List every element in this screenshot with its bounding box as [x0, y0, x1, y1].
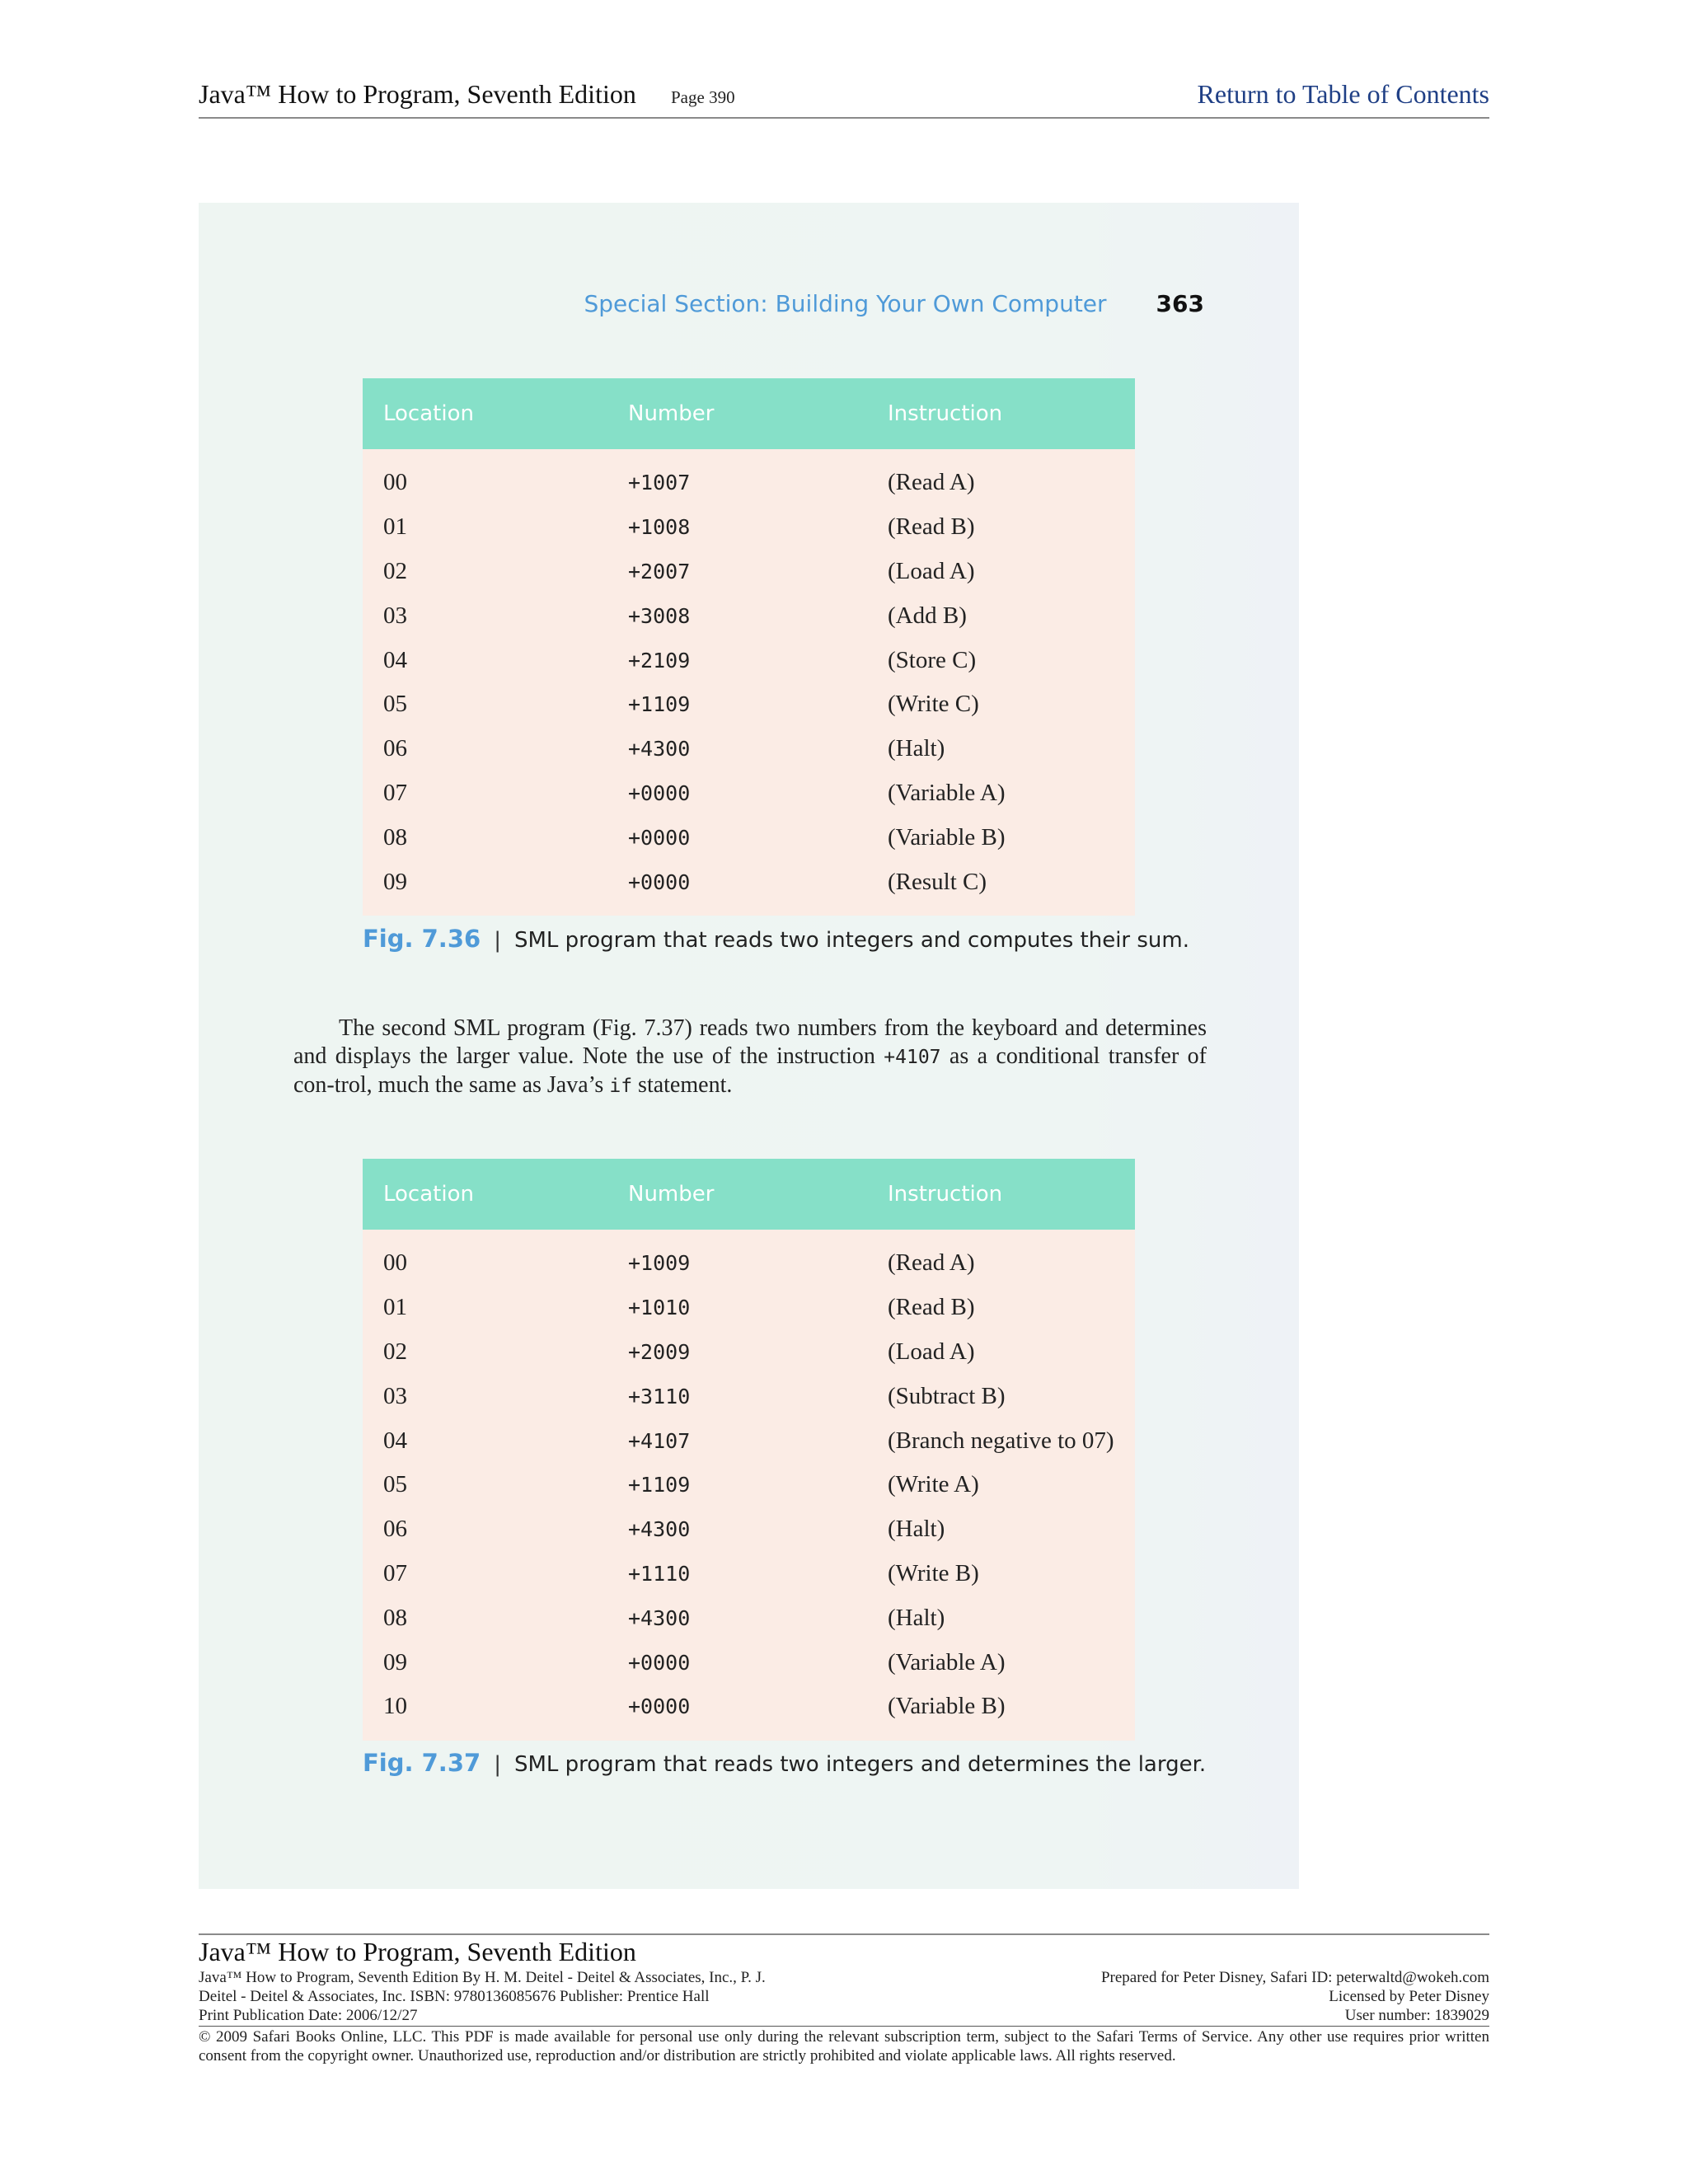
location-cell: 07 — [363, 1552, 628, 1596]
location-cell: 01 — [363, 505, 628, 550]
instruction-cell: (Write C) — [888, 682, 1135, 727]
sml-table-fig-7-37 — [363, 1159, 1135, 1741]
table-row — [363, 1463, 1135, 1507]
column-header-instruction: Instruction — [888, 378, 1135, 449]
location-cell: 08 — [363, 815, 628, 860]
table-row — [363, 682, 1135, 727]
location-cell: 04 — [363, 638, 628, 682]
number-cell: +1008 — [628, 505, 888, 550]
number-cell: +4300 — [628, 727, 888, 771]
footer-license-info — [1101, 1968, 1489, 2025]
table-row — [363, 1552, 1135, 1596]
table-row — [363, 593, 1135, 638]
instruction-cell: (Write B) — [888, 1552, 1135, 1596]
body-paragraph — [293, 1015, 1207, 1100]
table-row — [363, 1330, 1135, 1375]
table-row — [363, 860, 1135, 916]
number-cell: +4300 — [628, 1507, 888, 1552]
footer-line: Deitel - Deitel & Associates, Inc. ISBN: 9780136085676 Publisher: Prentice Hall — [199, 1988, 710, 2005]
instruction-cell: (Halt) — [888, 1507, 1135, 1552]
instruction-cell: (Add B) — [888, 593, 1135, 638]
instruction-cell: (Halt) — [888, 1596, 1135, 1640]
footer-line: Print Publication Date: 2006/12/27 — [199, 2007, 418, 2024]
location-cell: 05 — [363, 1463, 628, 1507]
table-row — [363, 449, 1135, 505]
number-cell: +4107 — [628, 1418, 888, 1463]
table-row — [363, 1640, 1135, 1685]
number-cell: +1010 — [628, 1286, 888, 1330]
code-instruction: +4107 — [884, 1047, 941, 1068]
instruction-cell: (Read A) — [888, 449, 1135, 505]
code-keyword: if — [609, 1076, 633, 1097]
table-row — [363, 550, 1135, 594]
location-cell: 00 — [363, 449, 628, 505]
instruction-cell: (Variable B) — [888, 1685, 1135, 1741]
book-page-number: 363 — [1156, 290, 1204, 317]
number-cell: +0000 — [628, 1640, 888, 1685]
footer-line: Java™ How to Program, Seventh Edition By H. M. Deitel - Deitel & Associates, Inc., P. J. — [199, 1969, 766, 1986]
number-cell: +1007 — [628, 449, 888, 505]
instruction-cell: (Load A) — [888, 550, 1135, 594]
table-row — [363, 771, 1135, 816]
number-cell: +3110 — [628, 1374, 888, 1418]
location-cell: 09 — [363, 1640, 628, 1685]
instruction-cell: (Variable A) — [888, 1640, 1135, 1685]
scanned-page — [199, 203, 1299, 1889]
footer-publication-info — [199, 1968, 766, 2025]
number-cell: +2109 — [628, 638, 888, 682]
number-cell: +2007 — [628, 550, 888, 594]
number-cell: +3008 — [628, 593, 888, 638]
number-cell: +0000 — [628, 815, 888, 860]
location-cell: 06 — [363, 1507, 628, 1552]
column-header-location: Location — [363, 1159, 628, 1230]
location-cell: 09 — [363, 860, 628, 916]
table-header-row — [363, 378, 1135, 449]
instruction-cell: (Branch negative to 07) — [888, 1418, 1135, 1463]
footer-line: Licensed by Peter Disney — [1329, 1988, 1489, 2005]
paragraph-text: The second SML program (Fig. 7.37) reads two numbers from the keyboard and determines and displays the larger value. Note the use of the instruction — [293, 1015, 1207, 1069]
paragraph-text-end: statement. — [632, 1072, 733, 1098]
column-header-number: Number — [628, 1159, 888, 1230]
number-cell: +1109 — [628, 682, 888, 727]
page-label: Page 390 — [671, 87, 735, 107]
instruction-cell: (Read B) — [888, 505, 1135, 550]
page-header — [199, 76, 1489, 119]
location-cell: 07 — [363, 771, 628, 816]
caption-separator: | — [494, 928, 501, 953]
figure-label: Fig. 7.36 — [363, 925, 481, 953]
footer-line: User number: 1839029 — [1344, 2007, 1489, 2024]
footer-divider — [199, 2026, 1489, 2027]
location-cell: 02 — [363, 550, 628, 594]
running-head — [199, 290, 1204, 317]
location-cell: 01 — [363, 1286, 628, 1330]
location-cell: 06 — [363, 727, 628, 771]
table-row — [363, 1230, 1135, 1286]
location-cell: 03 — [363, 1374, 628, 1418]
instruction-cell: (Store C) — [888, 638, 1135, 682]
location-cell: 03 — [363, 593, 628, 638]
column-header-location: Location — [363, 378, 628, 449]
instruction-cell: (Variable A) — [888, 771, 1135, 816]
table-header-row — [363, 1159, 1135, 1230]
caption-text: SML program that reads two integers and computes their sum. — [513, 928, 1189, 953]
instruction-cell: (Subtract B) — [888, 1374, 1135, 1418]
copyright-notice: © 2009 Safari Books Online, LLC. This PDF is made available for personal use only during the relevant subscription term, subject to the Safari Terms of Service. Any other use requires prior written consent from the copyright owner. Unauthorized use, reproduction and/or distribution are strictly prohibited and violate applicable laws. All rights reserved. — [199, 2028, 1489, 2064]
footer-title: Java™ How to Program, Seventh Edition — [199, 1937, 636, 1966]
table-row — [363, 1286, 1135, 1330]
footer-line: Prepared for Peter Disney, Safari ID: peterwaltd@wokeh.com — [1100, 1969, 1489, 1986]
instruction-cell: (Write A) — [888, 1463, 1135, 1507]
caption-separator: | — [494, 1752, 501, 1777]
toc-link[interactable]: Return to Table of Contents — [1197, 79, 1489, 109]
instruction-cell: (Variable B) — [888, 815, 1135, 860]
figure-label: Fig. 7.37 — [363, 1749, 481, 1777]
table-row — [363, 1374, 1135, 1418]
number-cell: +0000 — [628, 1685, 888, 1741]
number-cell: +2009 — [628, 1330, 888, 1375]
number-cell: +0000 — [628, 771, 888, 816]
paragraph-text-mid: as a conditional transfer of con-trol, much the same as Java’s — [293, 1043, 1207, 1098]
column-header-instruction: Instruction — [888, 1159, 1135, 1230]
number-cell: +1009 — [628, 1230, 888, 1286]
instruction-cell: (Read A) — [888, 1230, 1135, 1286]
location-cell: 04 — [363, 1418, 628, 1463]
sml-table-fig-7-36 — [363, 378, 1135, 916]
book-title: Java™ How to Program, Seventh Edition — [199, 79, 636, 109]
table-row — [363, 505, 1135, 550]
instruction-cell: (Halt) — [888, 727, 1135, 771]
instruction-cell: (Result C) — [888, 860, 1135, 916]
table-row — [363, 1418, 1135, 1463]
column-header-number: Number — [628, 378, 888, 449]
figure-caption-7-37 — [363, 1749, 1206, 1777]
number-cell: +1110 — [628, 1552, 888, 1596]
location-cell: 05 — [363, 682, 628, 727]
location-cell: 10 — [363, 1685, 628, 1741]
number-cell: +4300 — [628, 1596, 888, 1640]
table-row — [363, 727, 1135, 771]
location-cell: 02 — [363, 1330, 628, 1375]
table-row — [363, 815, 1135, 860]
caption-text: SML program that reads two integers and determines the larger. — [513, 1752, 1207, 1777]
location-cell: 08 — [363, 1596, 628, 1640]
instruction-cell: (Read B) — [888, 1286, 1135, 1330]
number-cell: +1109 — [628, 1463, 888, 1507]
table-row — [363, 638, 1135, 682]
figure-caption-7-36 — [363, 925, 1189, 953]
table-row — [363, 1507, 1135, 1552]
table-row — [363, 1685, 1135, 1741]
running-head-title: Special Section: Building Your Own Computer — [584, 290, 1107, 317]
location-cell: 00 — [363, 1230, 628, 1286]
instruction-cell: (Load A) — [888, 1330, 1135, 1375]
number-cell: +0000 — [628, 860, 888, 916]
page-footer — [199, 1933, 1489, 2064]
table-row — [363, 1596, 1135, 1640]
